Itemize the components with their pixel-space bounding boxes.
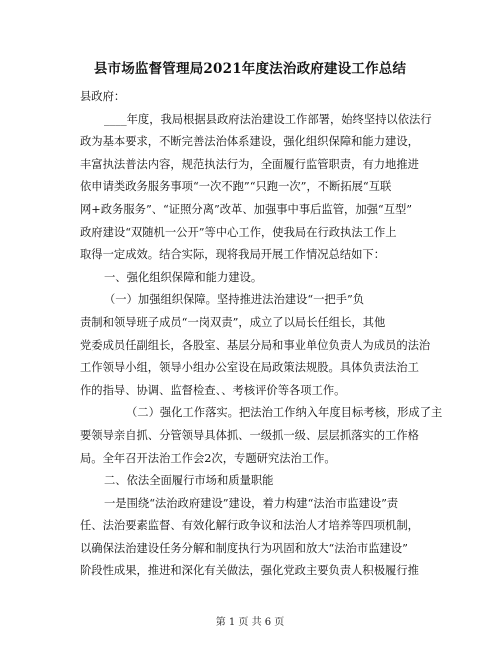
section-heading: 二、依法全面履行市场和质量职能 — [104, 474, 274, 488]
paragraph-line: 政府建设“双随机一公开”等中心工作，使我局在行政执法工作上 — [80, 225, 397, 239]
document-title: 县市场监督管理局2021年度法治政府建设工作总结 — [93, 61, 407, 77]
salutation: 县政府： — [80, 90, 126, 103]
paragraph-line: 党委成员任副组长，各股室、基层分局和事业单位负责人为成员的法治 — [80, 338, 431, 352]
paragraph-line: 依申请类政务服务事项“一次不跑”“只跑一次”，不断拓展“互联 — [80, 180, 392, 194]
paragraph-line: 一是围绕“法治政府建设”建设，着力构建“法治市监建设”责 — [104, 496, 399, 510]
paragraph-line: 阶段性成果，推进和深化有关做法，强化党政主要负责人积极履行推 — [80, 564, 419, 578]
paragraph-line: 责制和领导班子成员“一岗双责”，成立了以局长任组长，其他 — [80, 315, 386, 329]
paragraph-line: 取得一定成效。结合实际，现将我局开展工作情况总结如下： — [80, 248, 386, 262]
paragraph-line: 网+政务服务”、“证照分离”改革、加强事中事后监管，加强“互型” — [80, 202, 413, 216]
paragraph-line: ____年度，我局根据县政府法治建设工作部署，始终坚持以依法行 — [104, 112, 432, 126]
paragraph-line: 作的指导、协调、监督检查、、考核评价等各项工作。 — [80, 383, 346, 397]
paragraph-line: 工作领导小组，领导小组办公室设在局政策法规股。具体负责法治工 — [80, 361, 419, 375]
subsection-heading: （二）强化工作落实。把法治工作纳入年度目标考核，形成了主 — [126, 406, 443, 420]
paragraph-line: 局。全年召开法治工作会2次，专题研究法治工作。 — [80, 451, 336, 465]
paragraph-line: 丰富执法普法内容，规范执法行为，全面履行监管职责，有力地推进 — [80, 157, 419, 171]
section-heading: 一、强化组织保障和能力建设。 — [104, 270, 263, 284]
subsection-heading: （一）加强组织保障。坚持推进法治建设“一把手”负 — [104, 293, 365, 307]
document-body — [80, 86, 443, 583]
paragraph-line: 政为基本要求，不断完善法治体系建设，强化组织保障和能力建设， — [80, 135, 419, 149]
paragraph-line: 要领导亲自抓、分管领导具体抓、一级抓一级、层层抓落实的工作格 — [80, 428, 419, 442]
paragraph-line: 以确保法治建设任务分解和制度执行为巩固和放大“法治市监建设” — [80, 541, 408, 555]
page-number: 第 1 页 共 6 页 — [215, 617, 285, 628]
paragraph-line: 任、法治要素监督、有效化解行政争议和法治人才培养等四项机制， — [80, 519, 419, 533]
